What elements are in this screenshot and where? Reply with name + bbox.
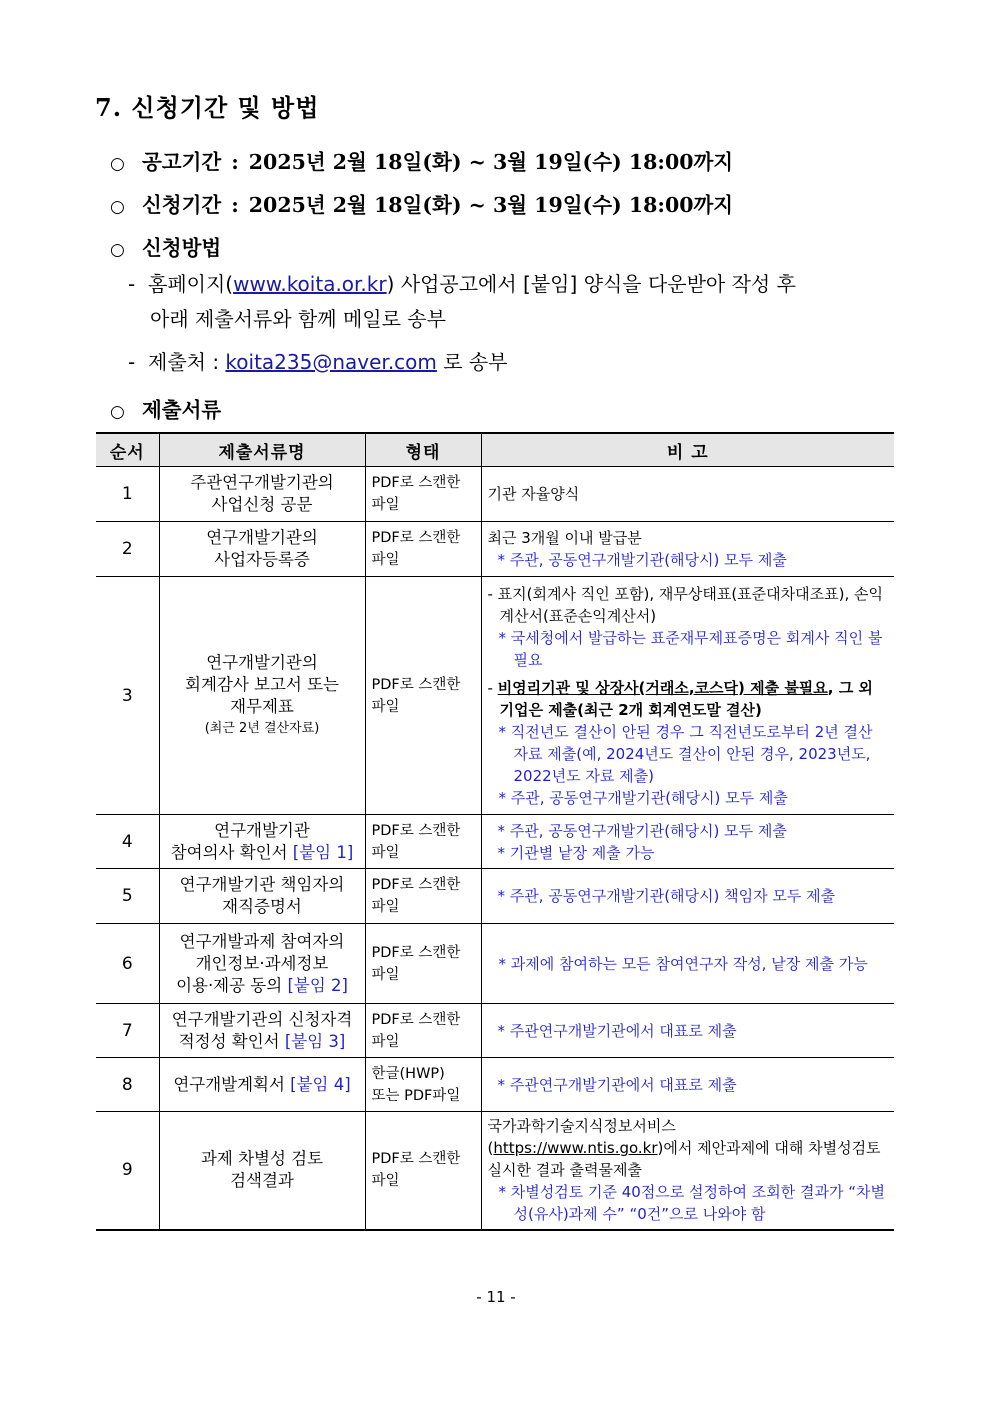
note-star: * 국세청에서 발급하는 표준재무제표증명은 회계사 직인 불필요 [498, 628, 883, 669]
doc-name-line: 재무제표 [230, 696, 294, 716]
row-doc-name [159, 1058, 365, 1112]
homepage-link[interactable]: www.koita.or.kr [233, 272, 387, 296]
type-line: PDF로 스캔한 [371, 1151, 461, 1168]
doc-name-subnote: (최근 2년 결산자료) [204, 720, 320, 736]
section-heading: 7. 신청기간 및 방법 [95, 93, 320, 122]
row-note [481, 869, 894, 924]
row-type [365, 522, 481, 577]
row-no: 7 [96, 1004, 159, 1058]
docs-heading [110, 393, 221, 423]
note-text [488, 1137, 889, 1181]
row-note [481, 1112, 894, 1230]
bullet-mark: ○ [110, 402, 125, 422]
ntis-link[interactable]: https://www.ntis.go.kr [493, 1139, 658, 1158]
documents-table [96, 432, 894, 1231]
row-note [481, 577, 894, 815]
method-line1-post: ) 사업공고에서 [붙임] 양식을 다운받아 작성 후 [386, 272, 796, 296]
row-type [365, 924, 481, 1004]
row-type [365, 1058, 481, 1112]
type-line: PDF로 스캔한 [371, 475, 461, 491]
announce-label: 공고기간 [142, 150, 222, 174]
doc-name-line: 개인정보·과세정보 [195, 953, 329, 973]
table-row [96, 924, 894, 1004]
row-no: 3 [96, 577, 159, 815]
row-doc-name [159, 1112, 365, 1230]
type-line: 한글(HWP) [371, 1065, 445, 1082]
note-star: * 과제에 참여하는 모든 참여연구자 작성, 낱장 제출 가능 [498, 954, 868, 973]
table-row [96, 1058, 894, 1112]
doc-name-line: 연구개발기관의 [206, 528, 318, 547]
apply-value: 2025년 2월 18일(화) ~ 3월 19일(수) 18:00까지 [248, 193, 734, 217]
type-line: 파일 [371, 844, 400, 861]
type-line: 파일 [371, 966, 400, 983]
row-type [365, 815, 481, 869]
attachment-ref: [붙임 4] [290, 1074, 351, 1094]
table-row [96, 869, 894, 924]
row-no: 9 [96, 1112, 159, 1230]
row-type [365, 1112, 481, 1230]
submit-post: 로 송부 [436, 350, 508, 374]
doc-name-text: 참여의사 확인서 [170, 842, 293, 862]
note-text: 기관 자율양식 [487, 485, 580, 503]
note-star: * 주관, 공동연구개발기관(해당시) 책임자 모두 제출 [497, 887, 836, 905]
paren: ( [487, 1139, 494, 1158]
table-header-row [96, 433, 894, 467]
note-dash-item: - 표지(회계사 직인 포함), 재무상태표(표준대차대조표), 손익계산서(표준손익계산서) [487, 584, 883, 625]
note-text: 최근 3개월 이내 발급분 [487, 529, 642, 547]
note-text: 국가과학기술지식정보서비스 [487, 1117, 676, 1136]
row-type [365, 869, 481, 924]
row-doc-name [159, 467, 365, 522]
note-star: * 주관연구개발기관에서 대표로 제출 [497, 1021, 737, 1040]
row-doc-name [159, 924, 365, 1004]
type-line: 또는 PDF파일 [371, 1087, 461, 1104]
row-note [481, 467, 894, 522]
row-type [365, 577, 481, 815]
attachment-ref: [붙임 2] [287, 975, 348, 995]
doc-name-line [166, 1031, 359, 1053]
type-line: 파일 [371, 899, 400, 915]
note-star: * 주관, 공동연구개발기관(해당시) 모두 제출 [498, 788, 788, 807]
method-line1-pre: 홈페이지( [148, 272, 234, 296]
doc-name-line: 과제 차별성 검토 [200, 1149, 324, 1169]
announce-value: 2025년 2월 18일(화) ~ 3월 19일(수) 18:00까지 [248, 150, 734, 174]
note-star: * 직전년도 결산이 안된 경우 그 직전년도로부터 2년 결산 자료 제출(예, 2024년도 결산이 안된 경우, 2023년도, 2022년도 자료 제출) [498, 722, 873, 785]
submit-line [128, 346, 508, 379]
row-no: 2 [96, 522, 159, 577]
row-note [481, 1004, 894, 1058]
announce-colon: : [231, 150, 239, 174]
doc-name-line: 연구개발기관의 신청자격 [171, 1009, 353, 1029]
doc-name-line: 주관연구개발기관의 [190, 473, 334, 492]
type-line: 파일 [371, 698, 400, 715]
header-no: 순서 [96, 433, 159, 467]
apply-period [110, 188, 733, 218]
doc-name-line: 재직증명서 [222, 897, 302, 916]
method-line-2: 아래 제출서류와 함께 메일로 송부 [150, 307, 446, 331]
attachment-ref: [붙임 3] [284, 1031, 346, 1051]
row-note [481, 924, 894, 1004]
bullet-mark: ○ [110, 154, 125, 174]
doc-name-line: 사업신청 공문 [211, 495, 313, 514]
table-row [96, 577, 894, 815]
note-star: * 주관, 공동연구개발기관(해당시) 모두 제출 [497, 821, 787, 840]
row-doc-name [159, 815, 365, 869]
row-no: 6 [96, 924, 159, 1004]
type-line: PDF로 스캔한 [371, 530, 461, 546]
note-bold-underline: 비영리기관 및 상장사(거래소,코스닥) 제출 불필요 [497, 678, 828, 697]
apply-method [110, 231, 221, 261]
dash-mark: - [128, 350, 136, 374]
doc-name-line: 연구개발기관의 [206, 652, 318, 672]
type-line: PDF로 스캔한 [371, 944, 461, 961]
dash-mark: - [128, 272, 136, 296]
bullet-mark: ○ [110, 240, 125, 260]
type-line: 파일 [371, 552, 400, 568]
row-doc-name [159, 522, 365, 577]
doc-name-line: 연구개발과제 참여자의 [179, 931, 345, 951]
method-label: 신청방법 [142, 236, 222, 260]
row-type [365, 1004, 481, 1058]
type-line: 파일 [371, 497, 400, 513]
note-star: * 주관, 공동연구개발기관(해당시) 모두 제출 [497, 551, 787, 569]
note-bold: , 그 외 기업은 제출(최근 2개 회계연도말 결산) [499, 678, 873, 719]
docs-label: 제출서류 [142, 398, 222, 422]
doc-name-text: 연구개발계획서 [173, 1074, 291, 1094]
row-doc-name [159, 577, 365, 815]
type-line: PDF로 스캔한 [371, 822, 461, 839]
table-row [96, 1004, 894, 1058]
apply-colon: : [231, 193, 239, 217]
row-doc-name [159, 869, 365, 924]
row-doc-name [159, 1004, 365, 1058]
apply-label: 신청기간 [142, 193, 222, 217]
doc-name-line [166, 975, 359, 997]
table-row [96, 815, 894, 869]
note-text-rest: )에서 제안과제에 대해 차별성검토 실시한 결과 출력물제출 [487, 1139, 881, 1180]
header-note: 비 고 [481, 433, 894, 467]
submit-pre: 제출처 : [148, 350, 226, 374]
note-star: * 기관별 낱장 제출 가능 [497, 843, 655, 862]
doc-name-text: 이용·제공 동의 [176, 975, 288, 995]
row-note [481, 1058, 894, 1112]
doc-name-line: 연구개발기관 [214, 820, 310, 840]
note-star: * 차별성검토 기준 40점으로 설정하여 조회한 결과가 “차별성(유사)과제 수” “0건”으로 나와야 함 [498, 1183, 886, 1224]
row-no: 1 [96, 467, 159, 522]
type-line: PDF로 스캔한 [371, 877, 461, 893]
type-line: PDF로 스캔한 [371, 676, 461, 693]
email-link[interactable]: koita235@naver.com [225, 350, 437, 374]
type-line: 파일 [371, 1173, 400, 1190]
type-line: 파일 [371, 1033, 400, 1050]
table-row [96, 467, 894, 522]
doc-name-line: 사업자등록증 [214, 550, 310, 569]
doc-name-line: 연구개발기관 책임자의 [179, 875, 345, 894]
doc-name-line: 회계감사 보고서 또는 [185, 674, 339, 694]
row-no: 4 [96, 815, 159, 869]
row-note [481, 815, 894, 869]
header-name: 제출서류명 [159, 433, 365, 467]
bullet-mark: ○ [110, 197, 125, 217]
row-type [365, 467, 481, 522]
note-star: * 주관연구개발기관에서 대표로 제출 [497, 1075, 737, 1094]
row-note [481, 522, 894, 577]
table-row [96, 1112, 894, 1230]
row-no: 8 [96, 1058, 159, 1112]
page-number: - 11 - [476, 1288, 516, 1306]
attachment-ref: [붙임 1] [292, 842, 354, 862]
method-line-1 [128, 268, 796, 301]
doc-name-line: 검색결과 [230, 1171, 294, 1191]
header-type: 형태 [365, 433, 481, 467]
doc-name-text: 적정성 확인서 [178, 1031, 285, 1051]
table-row [96, 522, 894, 577]
doc-name-line [166, 842, 359, 864]
type-line: PDF로 스캔한 [371, 1011, 461, 1028]
note-dash-item-bold: - 비영리기관 및 상장사(거래소,코스닥) 제출 불필요, 그 외 기업은 제출(최근 2개 회계연도말 결산) [487, 678, 873, 719]
announce-period [110, 145, 733, 175]
row-no: 5 [96, 869, 159, 924]
